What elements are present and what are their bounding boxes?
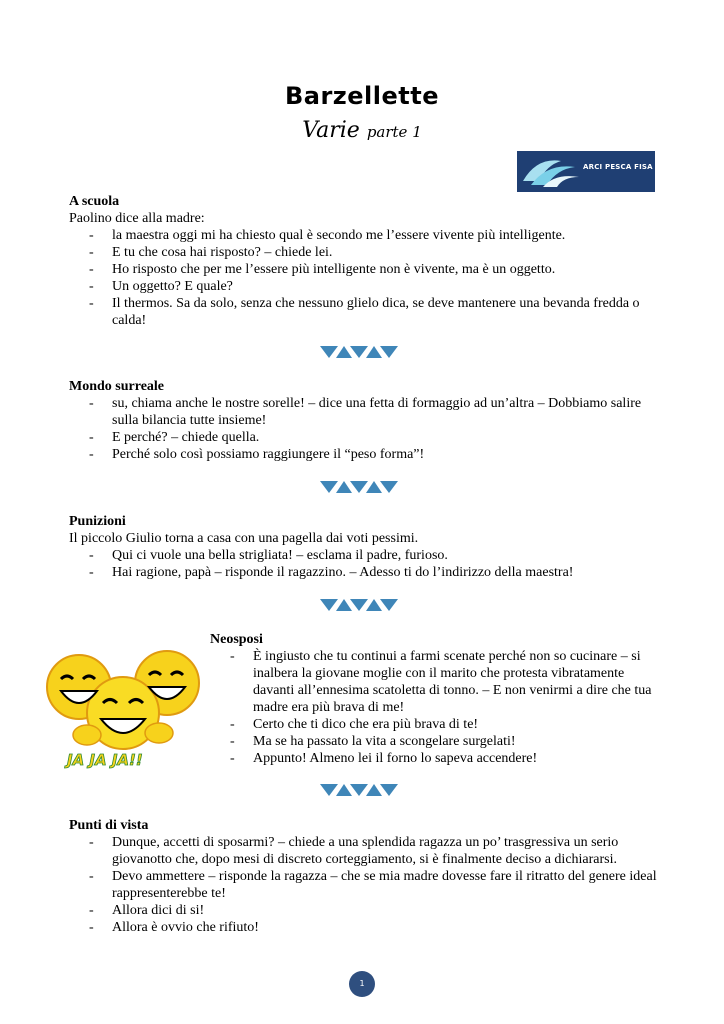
smiley-caption: JA JA JA!!: [67, 751, 143, 769]
dialogue-list: [69, 834, 659, 936]
dialogue-line: - Devo ammettere – risponde la ragazza – che se mia madre dovesse fare il ritratto del genere ideal rappresenterebbe te!: [69, 868, 659, 902]
laughing-smileys-icon: [43, 643, 203, 770]
dialogue-line: - Ma se ha passato la vita a scongelare surgelati!: [210, 733, 660, 750]
dialogue-line: - Il thermos. Sa da solo, senza che nessuno glielo dica, se deve mantenere una bevanda fredda o calda!: [69, 295, 659, 329]
dialogue-line: - E perché? – chiede quella.: [69, 429, 659, 446]
logo-text: ARCI PESCA FISA: [583, 163, 653, 171]
section-mondo-surreale: [69, 378, 659, 463]
section-heading: A scuola: [69, 194, 120, 209]
dialogue-line: - Certo che ti dico che era più brava di te!: [210, 716, 660, 733]
dialogue-line: - Un oggetto? E quale?: [69, 278, 659, 295]
section-punti-di-vista: [69, 817, 659, 936]
dialogue-line: - Ho risposto che per me l’essere più intelligente non è vivente, ma è un oggetto.: [69, 261, 659, 278]
section-a-scuola: [69, 193, 659, 329]
subtitle-main: Varie: [302, 118, 360, 143]
arci-pesca-fisa-logo: [517, 151, 655, 192]
triangle-divider-icon: [320, 598, 400, 612]
dialogue-line: - È ingiusto che tu continui a farmi scenate perché non so cucinare – si inalbera la giovane moglie con il marito che protesta vibratamente davanti all’ennesima scatoletta di tonno. – E non venirmi a dire che tua madre era più brava di me!: [210, 648, 660, 716]
dialogue-line: - la maestra oggi mi ha chiesto qual è secondo me l’essere vivente più intelligente.: [69, 227, 659, 244]
dialogue-list: [69, 395, 659, 463]
dialogue-line: - Allora dici di si!: [69, 902, 659, 919]
section-intro: Il piccolo Giulio torna a casa con una pagella dai voti pessimi.: [69, 531, 419, 546]
dialogue-line: - Qui ci vuole una bella strigliata! – esclama il padre, furioso.: [69, 547, 659, 564]
dialogue-line: - Appunto! Almeno lei il forno lo sapeva accendere!: [210, 750, 660, 767]
dialogue-line: - Perché solo così possiamo raggiungere il “peso forma”!: [69, 446, 659, 463]
section-intro: Paolino dice alla madre:: [69, 211, 205, 226]
triangle-divider-icon: [320, 345, 400, 359]
dialogue-line: - su, chiama anche le nostre sorelle! – dice una fetta di formaggio ad un’altra – Dobbiamo salire sulla bilancia tutte insieme!: [69, 395, 659, 429]
page-title: Barzellette: [284, 82, 440, 110]
dialogue-list: [69, 547, 659, 581]
triangle-divider-icon: [320, 480, 400, 494]
section-heading: Neosposi: [210, 632, 263, 647]
dialogue-line: - Hai ragione, papà – risponde il ragazzino. – Adesso ti do l’indirizzo della maestra!: [69, 564, 659, 581]
page-number: 1: [349, 971, 375, 997]
triangle-divider-icon: [320, 783, 400, 797]
dialogue-list: [210, 648, 660, 767]
section-punizioni: [69, 513, 659, 581]
section-neosposi: [210, 631, 660, 767]
dialogue-line: - Dunque, accetti di sposarmi? – chiede a una splendida ragazza un po’ trasgressiva un serio giovanotto che, dopo mesi di discreto corteggiamento, si è finalmente deciso a dichiararsi.: [69, 834, 659, 868]
section-heading: Mondo surreale: [69, 379, 165, 394]
dialogue-line: - Allora è ovvio che rifiuto!: [69, 919, 659, 936]
section-heading: Punti di vista: [69, 818, 149, 833]
subtitle-part: parte 1: [366, 123, 422, 141]
dialogue-list: [69, 227, 659, 329]
section-heading: Punizioni: [69, 514, 126, 529]
fish-logo-icon: [517, 151, 655, 192]
page-subtitle: [0, 118, 724, 143]
dialogue-line: - E tu che cosa hai risposto? – chiede lei.: [69, 244, 659, 261]
